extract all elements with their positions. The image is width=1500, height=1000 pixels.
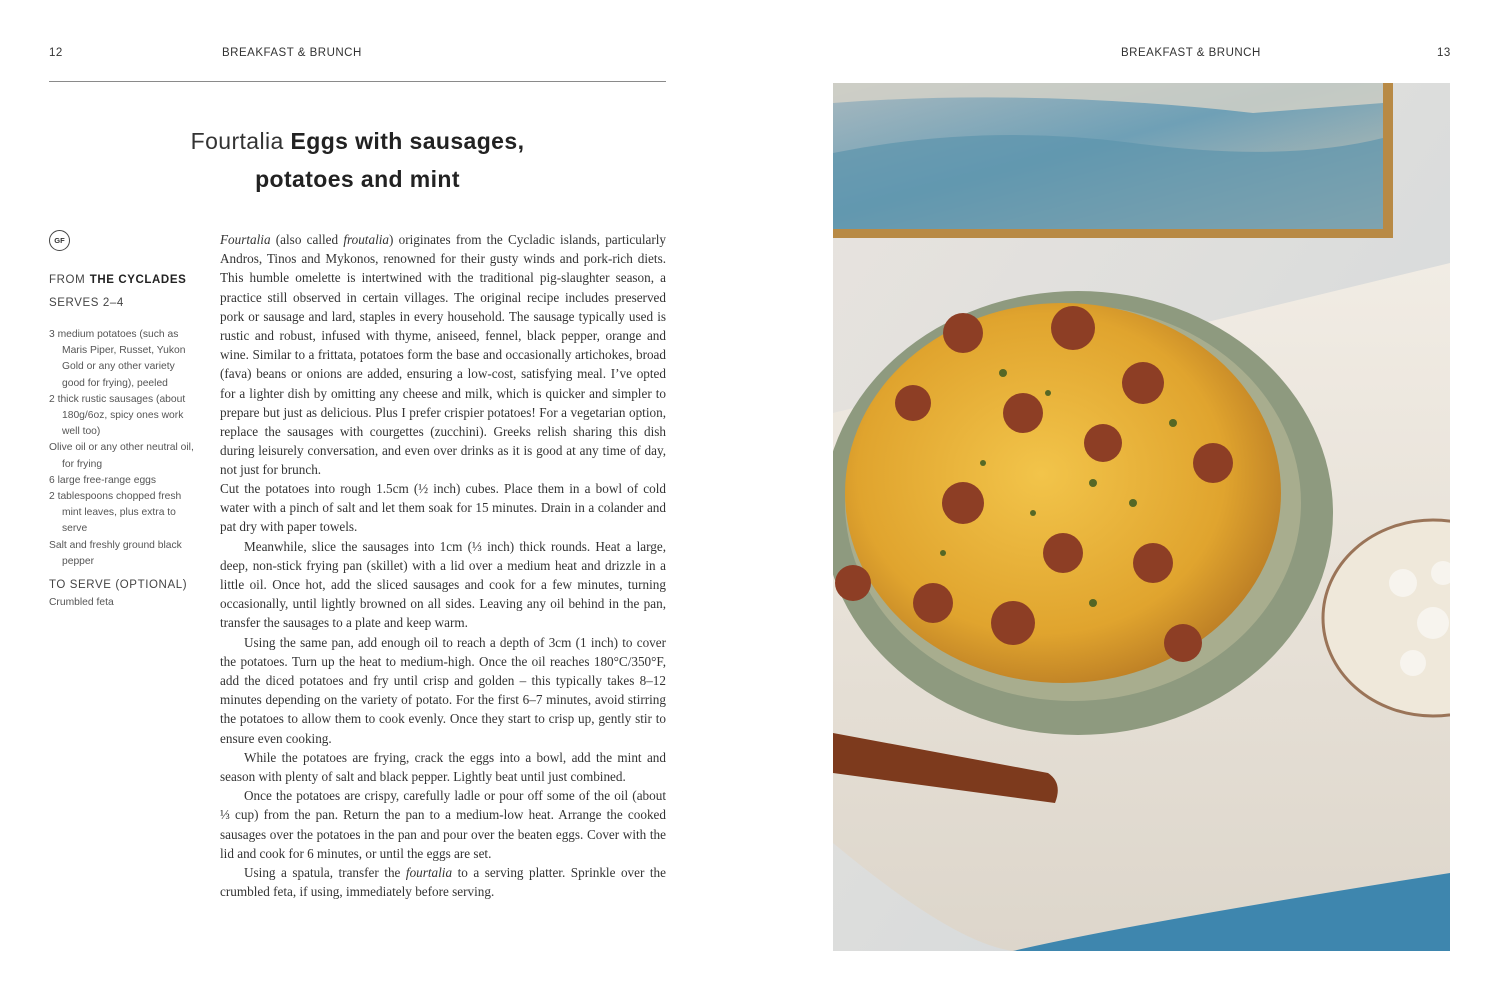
intro-italic-name: Fourtalia xyxy=(220,232,271,247)
recipe-title-line-2: potatoes and mint xyxy=(255,166,460,192)
method-step: Meanwhile, slice the sausages into 1cm (⅓ inch) thick rounds. Heat a large, deep, non-stick frying pan (skillet) with a lid over a medium heat and drizzle in a little oil. Once hot, add the sliced sausages and cook for a few minutes, turning occasionally, until lightly browned on all sides. Leaving any oil behind in the pan, transfer the sausages to a plate and keep warm. xyxy=(220,538,666,631)
ingredient-item: 3 medium potatoes (such as Maris Piper, Russet, Yukon Gold or any other variety good for frying), peeled xyxy=(49,329,186,389)
right-running-head: BREAKFAST & BRUNCH xyxy=(1121,47,1261,59)
ingredients-list xyxy=(49,327,197,570)
ingredient-item: Olive oil or any other neutral oil, for frying xyxy=(49,442,194,470)
ingredient-item: 2 thick rustic sausages (about 180g/6oz, spicy ones work well too) xyxy=(49,393,186,438)
intro-paragraph xyxy=(220,230,666,480)
intro-text-2: ) originates from the Cycladic islands, particularly Andros, Tinos and Mykonos, renowned for their gusty winds and pork-rich diets. This humble omelette is intertwined with the traditional pig-slaughter season, a practice still observed in certain villages. The original recipe includes preserved pork or sausage and lard, staples in every household. The sausage typically used is rustic and robust, infused with thyme, aniseed, fennel, black pepper, orange and wine. Similar to a frittata, potatoes form the base and occasionally artichokes, broad (fava) beans or onions are added, ensuring a low-cost, satisfying meal. I’ve opted for a lighter dish by omitting any cheese and milk, which is quicker and simpler to prepare but just as delicious. Plus I prefer crispier potatoes! For a vegetarian option, replace the sausages with courgettes (zucchini). Greeks relish sharing this dish during leisurely conversation, and even over drinks as it is good at any time of day, not just for brunch. xyxy=(220,232,666,478)
method-step: While the potatoes are frying, crack the eggs into a bowl, add the mint and season with plenty of salt and black pepper. Lightly beat until just combined. xyxy=(220,749,666,785)
ingredient-item: Salt and freshly ground black pepper xyxy=(49,539,182,567)
origin-label xyxy=(49,270,199,288)
method-step-final xyxy=(220,863,666,901)
intro-text-1: (also called xyxy=(270,232,344,247)
right-page-number: 13 xyxy=(1437,47,1451,59)
recipe-photo xyxy=(833,83,1450,951)
origin-name: THE CYCLADES xyxy=(89,274,187,286)
serves-label: SERVES 2–4 xyxy=(49,297,124,309)
method-step: Cut the potatoes into rough 1.5cm (½ inch) cubes. Place them in a bowl of cold water with a pinch of salt and let them soak for 15 minutes. Drain in a colander and pat dry with paper towels. xyxy=(220,481,666,535)
gluten-free-badge: GF xyxy=(49,230,70,251)
origin-prefix: FROM xyxy=(49,274,86,286)
recipe-title-line-1: Eggs with sausages, xyxy=(290,128,525,154)
to-serve-label: TO SERVE (OPTIONAL) xyxy=(49,579,188,591)
ingredient-item: 6 large free-range eggs xyxy=(49,474,157,486)
method-step: Using the same pan, add enough oil to reach a depth of 3cm (1 inch) to cover the potatoes. Turn up the heat to medium-high. Once the oil reaches 180°C/350°F, add the diced potatoes and fry until crisp and golden – this typically takes 8–12 minutes depending on the variety of potato. For the first 6–7 minutes, avoid stirring the potatoes to allow them to cook evenly. Once they start to crisp up, gently stir to ensure even cooking. xyxy=(220,634,666,746)
ingredient-item: 2 tablespoons chopped fresh mint leaves, plus extra to serve xyxy=(49,491,182,535)
recipe-title xyxy=(150,122,565,198)
recipe-title-greek: Fourtalia xyxy=(190,128,284,154)
left-running-head: BREAKFAST & BRUNCH xyxy=(222,47,362,59)
method-final-text-1: Using a spatula, transfer the xyxy=(244,865,406,881)
method-final-text-2: to a serving platter. Sprinkle over the crumbled feta, if using, immediately before serving. xyxy=(220,865,666,900)
method-section xyxy=(220,479,666,901)
intro-italic-alt-name: froutalia xyxy=(343,232,389,247)
to-serve-item: Crumbled feta xyxy=(49,597,114,608)
left-page-number: 12 xyxy=(49,47,63,59)
header-divider xyxy=(49,81,666,82)
method-step: Once the potatoes are crispy, carefully ladle or pour off some of the oil (about ⅓ cup) from the pan. Return the pan to a medium-low heat. Arrange the cooked sausages over the potatoes in the pan and pour over the beaten eggs. Cover with the lid and cook for 6 minutes, or until the eggs are set. xyxy=(220,788,666,861)
method-final-italic: fourtalia xyxy=(405,865,453,881)
